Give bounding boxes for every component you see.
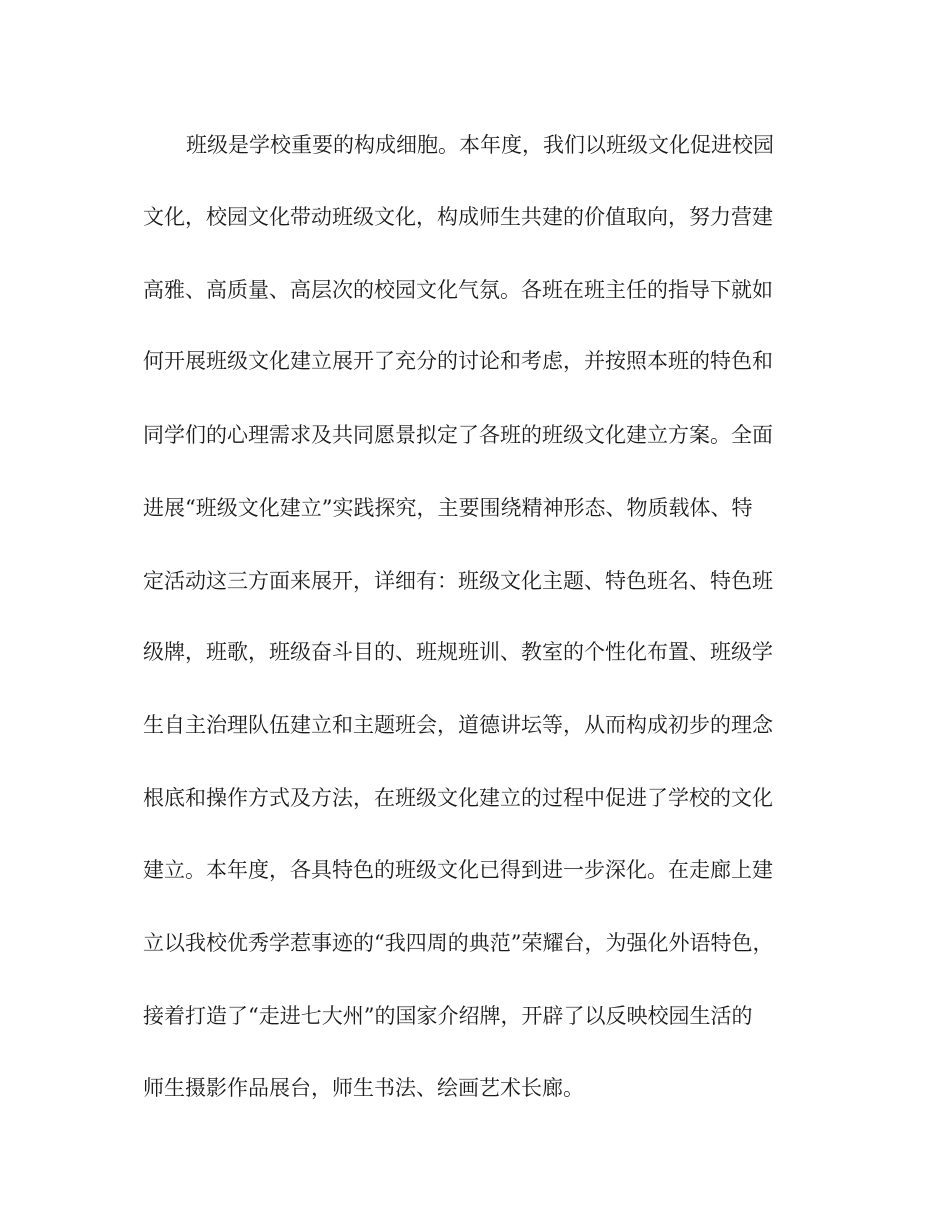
paragraph-line: 高雅、高质量、高层次的校园文化气氛。各班在班主任的指导下就如 [143,278,773,302]
paragraph-line: 进展“班级文化建立”实践探究，主要围绕精神形态、物质载体、特 [143,496,753,520]
paragraph-line: 接着打造了“走进七大州”的国家介绍牌，开辟了以反映校园生活的 [143,1004,753,1028]
paragraph-line: 定活动这三方面来展开，详细有：班级文化主题、特色班名、特色班 [143,569,773,593]
paragraph-line: 根底和操作方式及方法，在班级文化建立的过程中促进了学校的文化 [143,786,773,810]
paragraph-line: 建立。本年度，各具特色的班级文化已得到进一步深化。在走廊上建 [143,858,773,882]
paragraph-line: 文化，校园文化带动班级文化，构成师生共建的价值取向，努力营建 [143,205,773,229]
paragraph-line: 同学们的心理需求及共同愿景拟定了各班的班级文化建立方案。全面 [143,423,773,447]
paragraph-line: 何开展班级文化建立展开了充分的讨论和考虑，并按照本班的特色和 [143,349,773,373]
paragraph-line: 师生摄影作品展台，师生书法、绘画艺术长廊。 [143,1076,584,1100]
paragraph-line: 生自主治理队伍建立和主题班会，道德讲坛等，从而构成初步的理念 [143,713,773,737]
paragraph-line: 级牌，班歌，班级奋斗目的、班规班训、教室的个性化布置、班级学 [143,640,773,664]
paragraph-line: 班级是学校重要的构成细胞。本年度，我们以班级文化促进校园 [186,133,774,157]
paragraph-line: 立以我校优秀学惹事迹的“我四周的典范”荣耀台，为强化外语特色， [143,931,774,955]
